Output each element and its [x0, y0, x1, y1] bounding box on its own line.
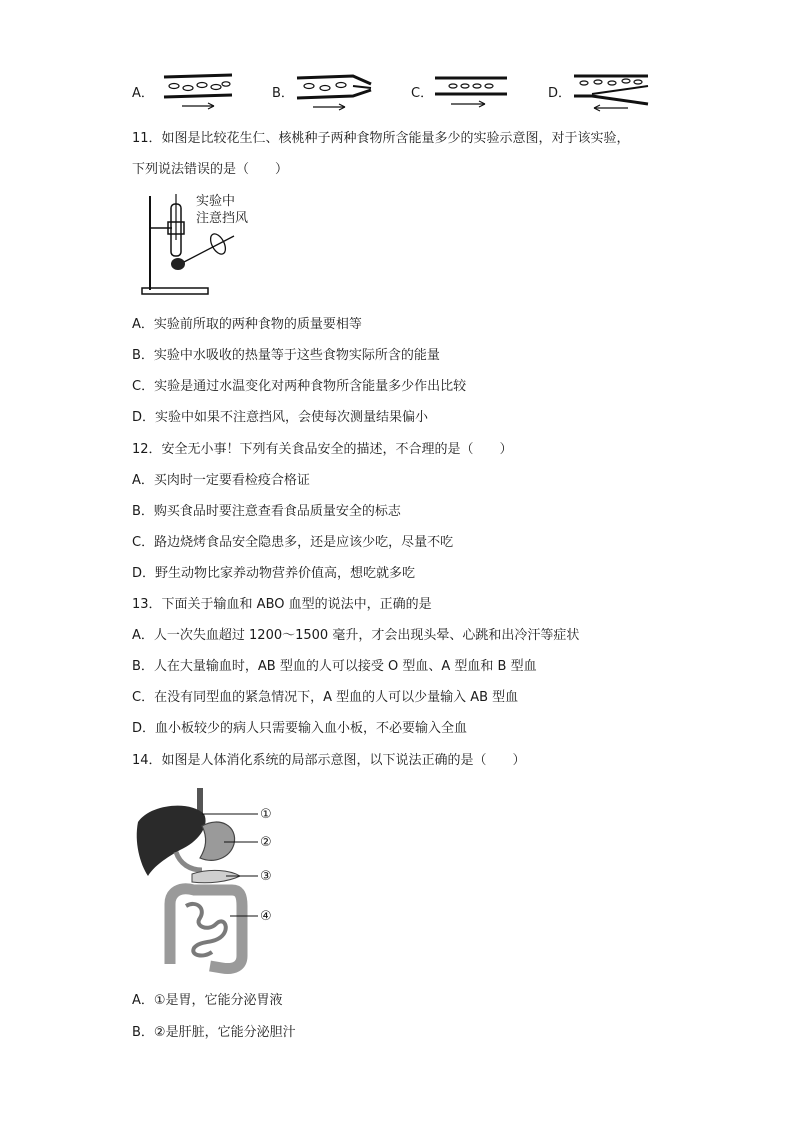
- q10-option-d-figure: [572, 68, 650, 112]
- q11-stem-line-2: 下列说法错误的是（ ）: [132, 162, 289, 177]
- q14-label-2: ②: [260, 835, 272, 850]
- q10-option-a-figure: [162, 72, 234, 112]
- q10-option-a-label: A．: [132, 86, 154, 101]
- q14-label-4: ④: [260, 909, 272, 924]
- q13-option-c: C．在没有同型血的紧急情况下，A 型血的人可以少量输入 AB 型血: [132, 690, 519, 705]
- q11-figure-label-2: 注意挡风: [196, 211, 249, 226]
- q12-option-c: C．路边烧烤食品安全隐患多，还是应该少吃，尽量不吃: [132, 535, 454, 550]
- q12-option-b: B．购买食品时要注意查看食品质量安全的标志: [132, 504, 401, 519]
- q12-stem: 12．安全无小事！下列有关食品安全的描述，不合理的是（ ）: [132, 442, 513, 457]
- q13-option-d: D．血小板较少的病人只需要输入血小板，不必要输入全血: [132, 721, 468, 736]
- q12-option-d: D．野生动物比家养动物营养价值高，想吃就多吃: [132, 566, 416, 581]
- q11-option-d: D．实验中如果不注意挡风，会使每次测量结果偏小: [132, 410, 429, 425]
- q10-option-c-figure: [433, 72, 509, 112]
- q14-label-3: ③: [260, 869, 272, 884]
- q13-stem: 13．下面关于输血和 ABO 血型的说法中，正确的是: [132, 597, 432, 612]
- q14-option-a: A．①是胃，它能分泌胃液: [132, 993, 283, 1008]
- q10-option-c-label: C．: [411, 86, 434, 101]
- q12-option-a: A．买肉时一定要看检疫合格证: [132, 473, 310, 488]
- q11-option-c: C．实验是通过水温变化对两种食物所含能量多少作出比较: [132, 379, 467, 394]
- q10-option-b-figure: [295, 72, 373, 112]
- q13-option-b: B．人在大量输血时，AB 型血的人可以接受 O 型血、A 型血和 B 型血: [132, 659, 537, 674]
- q11-figure-label-1: 实验中: [196, 194, 236, 209]
- q14-option-b: B．②是肝脏，它能分泌胆汁: [132, 1025, 296, 1040]
- q11-stem-line-1: 11．如图是比较花生仁、核桃种子两种食物所含能量多少的实验示意图，对于该实验，: [132, 131, 630, 146]
- q14-stem: 14．如图是人体消化系统的局部示意图，以下说法正确的是（ ）: [132, 753, 526, 768]
- q11-option-a: A．实验前所取的两种食物的质量要相等: [132, 317, 362, 332]
- q14-label-1: ①: [260, 807, 272, 822]
- q10-option-d-label: D．: [548, 86, 572, 101]
- q10-option-b-label: B．: [272, 86, 294, 101]
- q13-option-a: A．人一次失血超过 1200～1500 毫升，才会出现头晕、心跳和出冷汗等症状: [132, 628, 580, 643]
- q11-option-b: B．实验中水吸收的热量等于这些食物实际所含的能量: [132, 348, 440, 363]
